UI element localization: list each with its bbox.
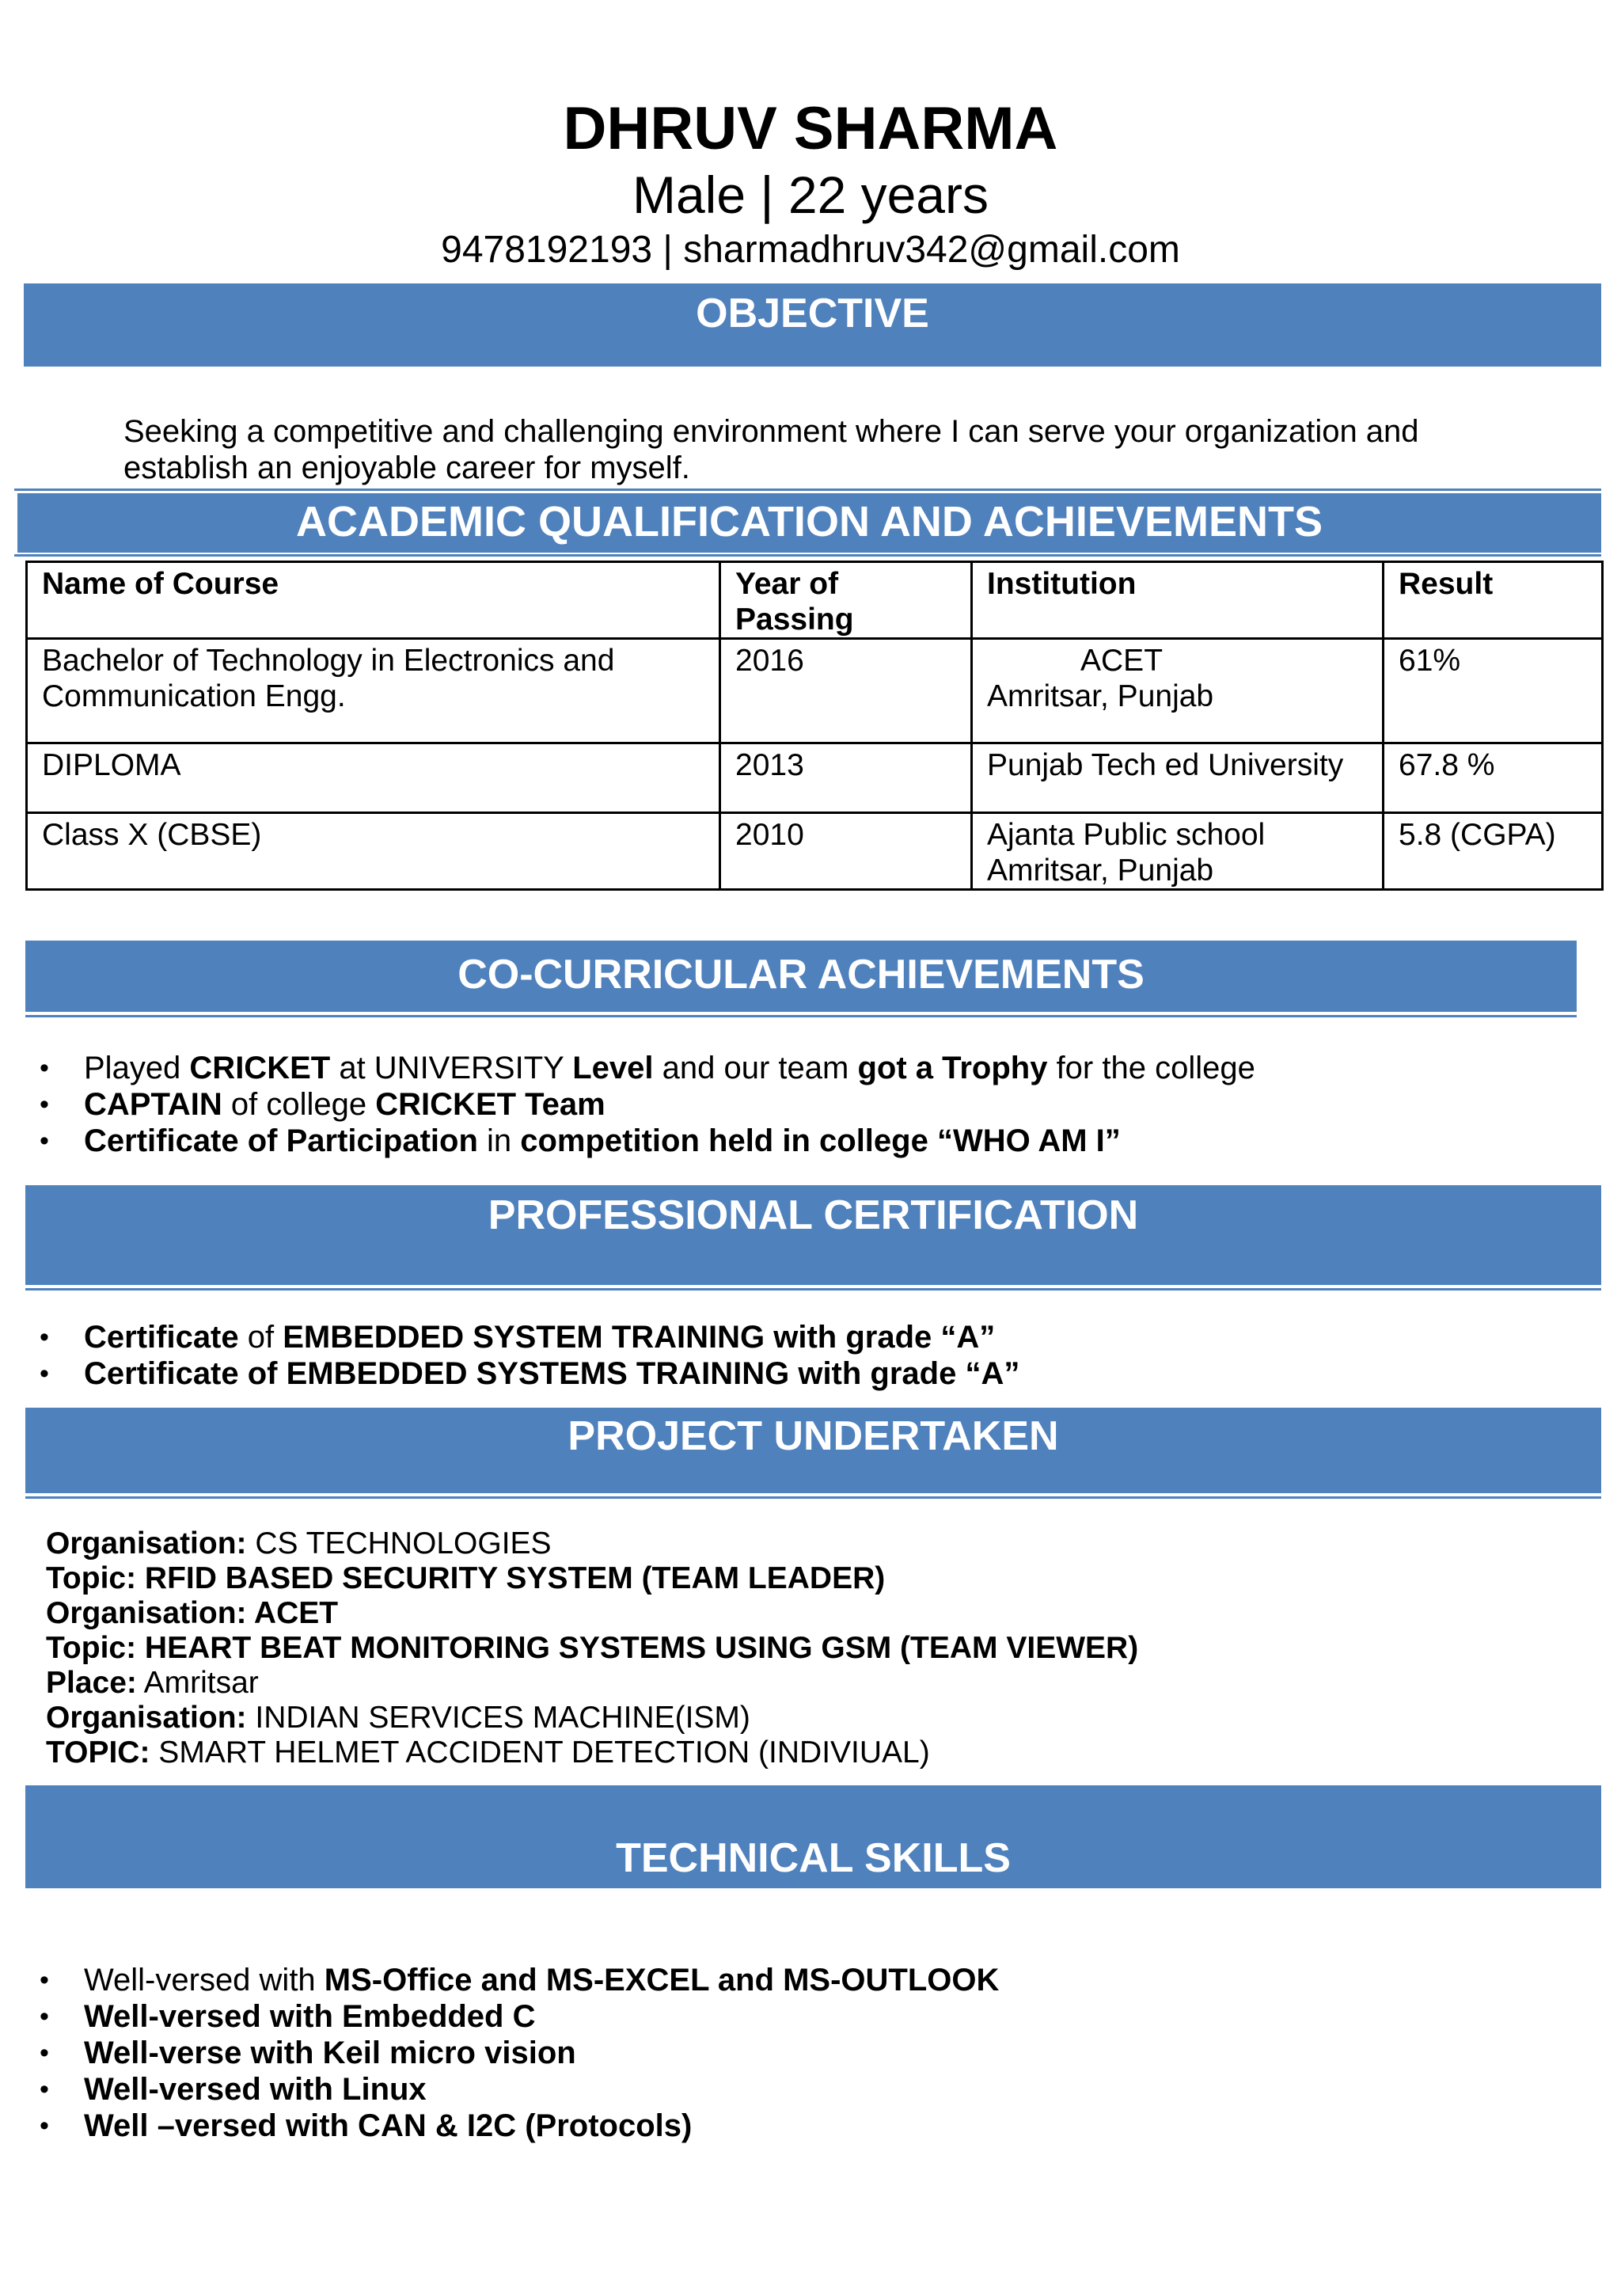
institution-line: ACET (1080, 644, 1164, 678)
text-run: of college (222, 1087, 376, 1122)
certification-bar-rule (25, 1288, 1601, 1291)
bullet-icon: • (40, 1359, 49, 1389)
academic-bar-rule (14, 554, 1601, 557)
course-line: Class X (CBSE) (42, 818, 262, 852)
bullet-icon: • (40, 2111, 49, 2141)
cocurricular-bar (25, 941, 1577, 1012)
text-run: CRICKET Team (375, 1087, 606, 1122)
text-run: Played (84, 1051, 190, 1085)
table-header-row (27, 562, 1603, 639)
text-run: INDIAN SERVICES MACHINE(ISM) (246, 1701, 750, 1735)
course-line: Bachelor of Technology in Electronics and (42, 644, 615, 678)
list-item (0, 2035, 999, 2071)
project-line (46, 1666, 1138, 1701)
objective-line: establish an enjoyable career for myself. (123, 450, 690, 485)
bullet-icon: • (40, 1089, 49, 1119)
objective-text (123, 413, 1419, 486)
candidate-name: DHRUV SHARMA (563, 95, 1058, 162)
text-run: at UNIVERSITY (330, 1051, 573, 1085)
table-row (27, 743, 1603, 813)
text-run: Certificate of Participation (84, 1123, 478, 1158)
text-run: EMBEDDED SYSTEM TRAINING with grade “A” (283, 1320, 996, 1355)
institution-line: Amritsar, Punjab (987, 679, 1214, 713)
text-run: Well-versed with Linux (84, 2072, 427, 2107)
column-header: Result (1384, 562, 1603, 639)
text-run: got a Trophy (857, 1051, 1048, 1085)
text-run: Well-versed with Embedded C (84, 1999, 536, 2034)
cocurricular-bar-rule (25, 1015, 1577, 1017)
project-details (46, 1526, 1138, 1770)
academic-table (25, 561, 1604, 891)
text-run: and our team (653, 1051, 858, 1085)
project-line (46, 1596, 1138, 1631)
project-line (46, 1735, 1138, 1770)
list-item (0, 1086, 1255, 1123)
list-item (0, 1050, 1255, 1086)
project-line (46, 1631, 1138, 1666)
institution-cell (972, 813, 1384, 890)
academic-bar (17, 493, 1601, 553)
text-run: Organisation: ACET (46, 1596, 339, 1630)
course-line: DIPLOMA (42, 748, 181, 782)
bullet-icon: • (40, 1965, 49, 1995)
objective-bar (24, 283, 1601, 367)
list-item (0, 1962, 999, 1998)
bullet-icon: • (40, 1126, 49, 1156)
text-run: Well-verse with Keil micro vision (84, 2036, 576, 2070)
course-cell (27, 743, 720, 813)
certification-bar (25, 1185, 1601, 1285)
year-cell: 2016 (720, 639, 972, 743)
text-run: for the college (1047, 1051, 1255, 1085)
text-run: MS-Office and MS-EXCEL and MS-OUTLOOK (324, 1963, 1000, 1998)
academic-heading: ACADEMIC QUALIFICATION AND ACHIEVEMENTS (296, 498, 1323, 545)
project-line (46, 1561, 1138, 1596)
bullet-icon: • (40, 2074, 49, 2104)
project-line (46, 1701, 1138, 1735)
text-run: of (238, 1320, 283, 1355)
certification-list (0, 1319, 1019, 1392)
bullet-icon: • (40, 1053, 49, 1083)
skills-list (0, 1962, 999, 2144)
text-run: Place: (46, 1666, 137, 1700)
skills-bar (25, 1785, 1601, 1888)
list-item (0, 2108, 999, 2144)
text-run: Amritsar (136, 1666, 259, 1700)
table-row (27, 813, 1603, 890)
list-item (0, 2071, 999, 2108)
result-cell: 67.8 % (1384, 743, 1603, 813)
course-cell (27, 639, 720, 743)
bullet-icon: • (40, 2001, 49, 2032)
list-item (0, 1319, 1019, 1355)
text-run: Topic: HEART BEAT MONITORING SYSTEMS USING GSM (TEAM VIEWER) (46, 1631, 1139, 1665)
year-cell: 2010 (720, 813, 972, 890)
text-run: Organisation: (46, 1526, 247, 1560)
text-run: Well –versed with CAN & I2C (Protocols) (84, 2108, 693, 2143)
academic-bar-rule (14, 488, 1601, 491)
bullet-icon: • (40, 1322, 49, 1352)
institution-line: Amritsar, Punjab (987, 853, 1214, 888)
result-cell: 61% (1384, 639, 1603, 743)
year-cell: 2013 (720, 743, 972, 813)
text-run: Certificate (84, 1320, 239, 1355)
table-row (27, 639, 1603, 743)
text-run: CS TECHNOLOGIES (246, 1526, 552, 1560)
text-run: competition held in college “WHO AM I” (520, 1123, 1121, 1158)
course-line: Communication Engg. (42, 679, 346, 713)
text-run: Topic: RFID BASED SECURITY SYSTEM (TEAM LEADER) (46, 1561, 886, 1595)
project-bar-rule (25, 1496, 1601, 1499)
project-line (46, 1526, 1138, 1561)
text-run: CAPTAIN (84, 1087, 222, 1122)
list-item (0, 1355, 1019, 1392)
skills-heading: TECHNICAL SKILLS (616, 1835, 1011, 1881)
column-header: Year of Passing (720, 562, 972, 639)
cocurricular-heading: CO-CURRICULAR ACHIEVEMENTS (457, 952, 1145, 998)
text-run: CRICKET (189, 1051, 331, 1085)
cocurricular-list (0, 1050, 1255, 1159)
text-run: in (477, 1123, 521, 1158)
course-cell (27, 813, 720, 890)
list-item (0, 1123, 1255, 1159)
text-run: Well-versed with (84, 1963, 325, 1998)
contact-info: 9478192193 | sharmadhruv342@gmail.com (441, 229, 1180, 271)
objective-line: Seeking a competitive and challenging environment where I can serve your organization and (123, 414, 1419, 449)
text-run: Level (572, 1051, 654, 1085)
institution-cell (972, 639, 1384, 743)
gender-age: Male | 22 years (632, 165, 989, 224)
certification-heading: PROFESSIONAL CERTIFICATION (488, 1192, 1139, 1238)
institution-line: Punjab Tech ed University (987, 748, 1344, 782)
objective-heading: OBJECTIVE (696, 291, 929, 336)
institution-line: Ajanta Public school (987, 818, 1266, 852)
result-cell: 5.8 (CGPA) (1384, 813, 1603, 890)
column-header: Institution (972, 562, 1384, 639)
column-header: Name of Course (27, 562, 720, 639)
text-run: Organisation: (46, 1701, 247, 1735)
project-bar (25, 1408, 1601, 1493)
text-run: Certificate of EMBEDDED SYSTEMS TRAINING with grade “A” (84, 1356, 1020, 1391)
text-run: SMART HELMET ACCIDENT DETECTION (INDIVIUAL) (150, 1735, 930, 1770)
list-item (0, 1998, 999, 2035)
project-heading: PROJECT UNDERTAKEN (568, 1413, 1059, 1459)
text-run: TOPIC: (46, 1735, 150, 1770)
institution-cell (972, 743, 1384, 813)
bullet-icon: • (40, 2038, 49, 2068)
